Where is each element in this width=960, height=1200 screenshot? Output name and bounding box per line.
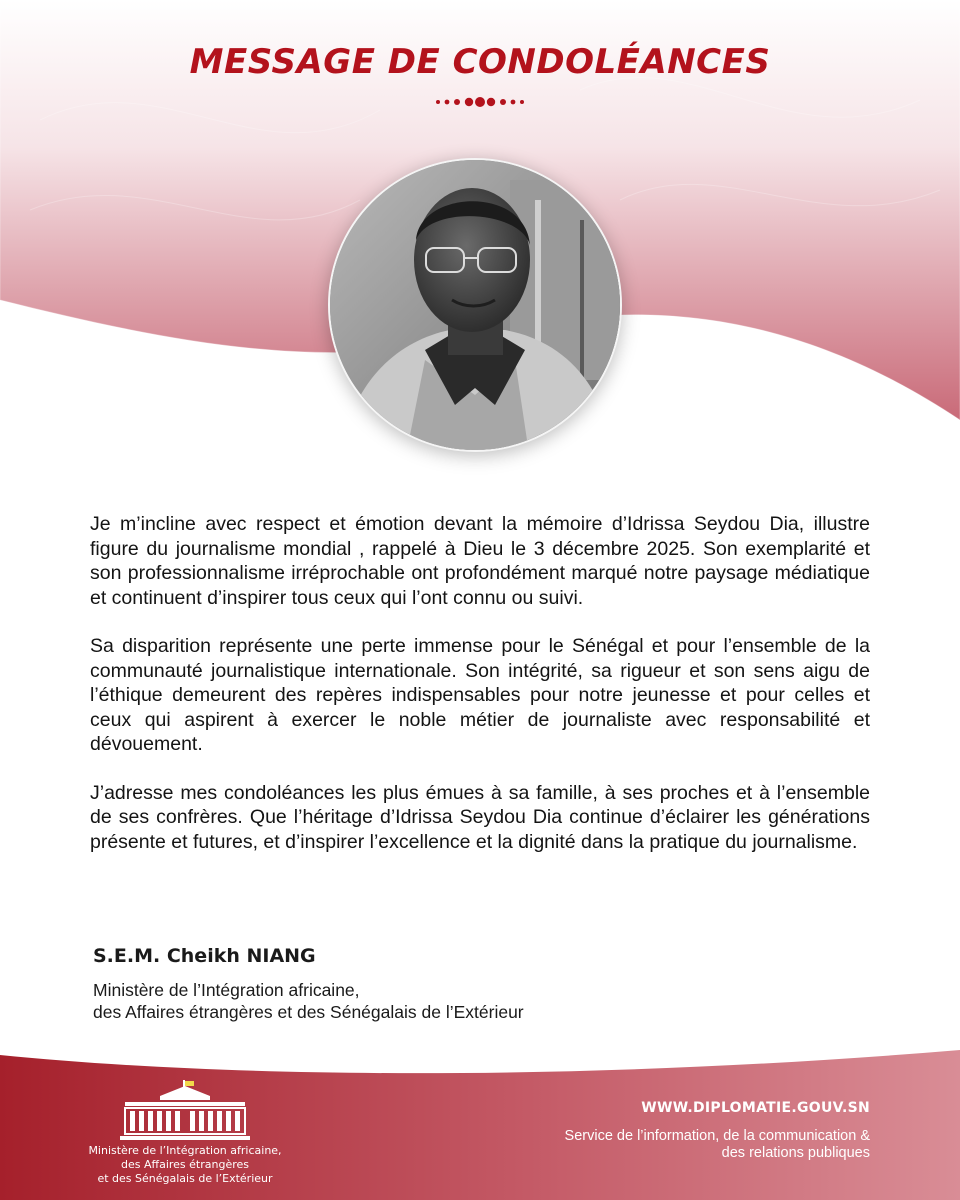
ministry-building-logo-icon [120, 1080, 250, 1142]
footer-ministry-line: des Affaires étrangères [121, 1158, 249, 1171]
footer-ministry-line: et des Sénégalais de l’Extérieur [97, 1172, 273, 1185]
footer-ministry-line: Ministère de l’Intégration africaine, [88, 1144, 282, 1157]
page-title: MESSAGE DE CONDOLÉANCES [189, 42, 771, 82]
footer-service-line: des relations publiques [721, 1145, 870, 1161]
signatory-name: S.E.M. Cheikh NIANG [93, 945, 316, 967]
title-ornament-icon [430, 94, 530, 110]
message-body [90, 512, 870, 878]
footer-service-text [565, 1128, 870, 1162]
footer-service-line: Service de l’information, de la communication & [564, 1128, 870, 1144]
portrait-photo [328, 158, 622, 452]
signatory-title-line: des Affaires étrangères et des Sénégalais de l’Extérieur [93, 1002, 524, 1022]
footer-ministry-name [60, 1144, 310, 1186]
signatory-title [93, 979, 524, 1023]
message-paragraph: J’adresse mes condoléances les plus émues à sa famille, à ses proches et à l’ensemble de ses confrères. Que l’héritage d’Idrissa Seydou Dia continue d’éclairer les générations présente et futures, et d’inspirer l’excellence et la dignité dans la pratique du journalisme. [90, 781, 870, 853]
message-paragraph: Je m’incline avec respect et émotion devant la mémoire d’Idrissa Seydou Dia, illustre figure du journalisme mondial , rappelé à Dieu le 3 décembre 2025. Son exemplarité et son professionnalisme irréprochable ont profondément marqué notre paysage médiatique et continuent d’inspirer tous ceux qui l’ont connu ou suivi. [90, 513, 870, 609]
message-paragraph: Sa disparition représente une perte immense pour le Sénégal et pour l’ensemble de la communauté journalistique internationale. Son intégrité, sa rigueur et son sens aigu de l’éthique demeurent des repères indispensables pour notre jeunesse et pour celles et ceux qui aspirent à exercer le noble métier de journaliste avec responsabilité et dévouement. [90, 635, 870, 755]
website-link[interactable]: WWW.DIPLOMATIE.GOUV.SN [641, 1100, 870, 1116]
signatory-title-line: Ministère de l’Intégration africaine, [93, 980, 360, 1000]
footer-contact [565, 1100, 870, 1162]
